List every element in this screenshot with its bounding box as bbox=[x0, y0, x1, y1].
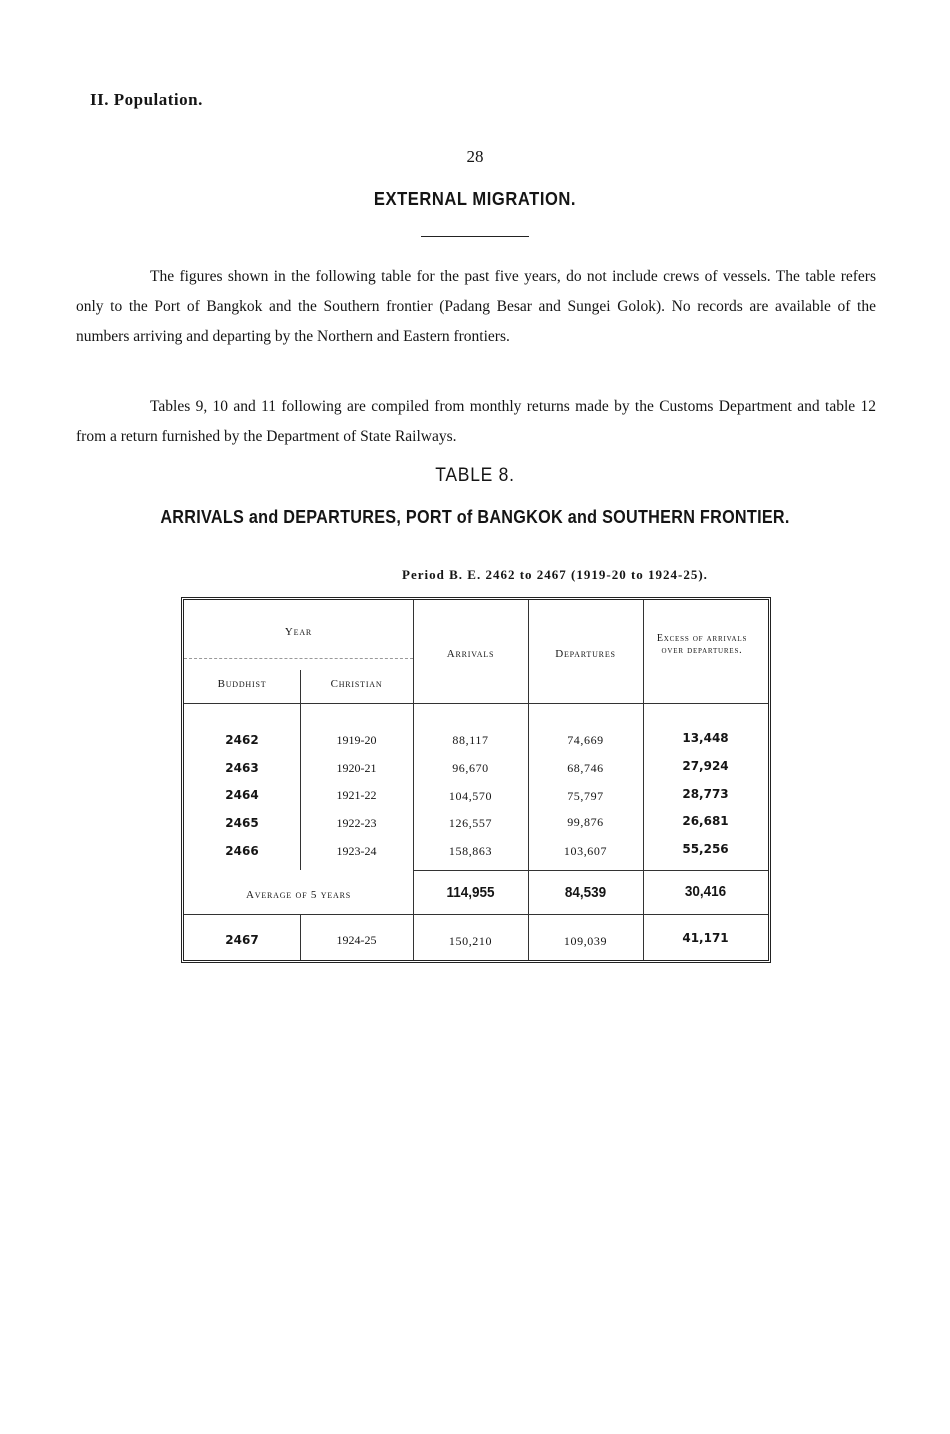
departures-value: 75,797 bbox=[567, 789, 604, 803]
average-label-cell bbox=[184, 870, 413, 914]
arrivals-value: 150,210 bbox=[448, 934, 493, 948]
buddhist-year: 2467 bbox=[225, 933, 259, 947]
excess-value: 41,171 bbox=[682, 931, 729, 945]
average-departures: 84,539 bbox=[564, 884, 607, 901]
header-departures: Departures bbox=[555, 648, 616, 660]
excess-value: 13,448 bbox=[682, 731, 729, 745]
arrivals-value: 126,557 bbox=[448, 816, 493, 830]
excess-value: 28,773 bbox=[682, 787, 729, 801]
table-title: ARRIVALS and DEPARTURES, PORT of BANGKOK and SOUTHERN FRONTIER. bbox=[160, 507, 790, 527]
excess-value: 27,924 bbox=[682, 759, 729, 773]
arrivals-value: 88,117 bbox=[452, 733, 489, 747]
buddhist-year: 2462 bbox=[225, 733, 259, 747]
header-year: Year bbox=[284, 626, 313, 638]
table-period: Period B. E. 2462 to 2467 (1919-20 to 1924-25). bbox=[402, 567, 708, 582]
christian-year: 1919-20 bbox=[336, 733, 377, 747]
header-excess: Excess of arrivals over departures. bbox=[656, 633, 748, 656]
average-arrivals: 114,955 bbox=[446, 884, 495, 901]
buddhist-year: 2464 bbox=[225, 788, 259, 802]
arrivals-value: 96,670 bbox=[452, 761, 489, 775]
christian-year: 1921-22 bbox=[336, 788, 377, 802]
buddhist-year: 2466 bbox=[225, 844, 259, 858]
page-title: EXTERNAL MIGRATION. bbox=[373, 189, 577, 209]
header-buddhist: Buddhist bbox=[217, 678, 267, 690]
col-divider-1 bbox=[300, 670, 301, 960]
excess-value: 26,681 bbox=[682, 814, 729, 828]
title-rule bbox=[421, 236, 529, 237]
departures-value: 74,669 bbox=[567, 733, 604, 747]
average-label: Average of 5 years bbox=[246, 889, 351, 901]
departures-value: 109,039 bbox=[563, 934, 608, 948]
christian-year: 1920-21 bbox=[336, 761, 377, 775]
section-label: II. Population. bbox=[90, 90, 203, 109]
departures-value: 99,876 bbox=[567, 815, 604, 829]
christian-year: 1924-25 bbox=[336, 933, 377, 947]
departures-value: 103,607 bbox=[563, 844, 608, 858]
source-paragraph: Tables 9, 10 and 11 following are compiled from monthly returns made by the Customs Department and table 12 from a return furnished by the Department of State Railways. bbox=[76, 398, 876, 445]
page-number: 28 bbox=[466, 147, 484, 166]
average-excess: 30,416 bbox=[684, 883, 727, 900]
header-rule bbox=[184, 703, 768, 704]
buddhist-year: 2463 bbox=[225, 761, 259, 775]
header-christian: Christian bbox=[330, 678, 383, 690]
arrivals-value: 158,863 bbox=[448, 844, 493, 858]
excess-value: 55,256 bbox=[682, 842, 729, 856]
departures-value: 68,746 bbox=[567, 761, 604, 775]
migration-table bbox=[181, 597, 771, 963]
header-arrivals: Arrivals bbox=[446, 648, 495, 660]
arrivals-value: 104,570 bbox=[448, 789, 493, 803]
buddhist-year: 2465 bbox=[225, 816, 259, 830]
year-dashed-rule bbox=[184, 658, 413, 659]
col-divider-4 bbox=[643, 600, 644, 960]
average-rule-bottom bbox=[184, 914, 768, 915]
table-label: TABLE 8. bbox=[435, 465, 515, 486]
intro-paragraph: The figures shown in the following table for the past five years, do not include crews of vessels. The table refers only to the Port of Bangkok and the Southern frontier (Padang Besar and Sungei Golok). No records are available of the numbers arriving and departing by the Northern and Eastern frontiers. bbox=[76, 268, 876, 345]
christian-year: 1922-23 bbox=[336, 816, 377, 830]
christian-year: 1923-24 bbox=[336, 844, 377, 858]
